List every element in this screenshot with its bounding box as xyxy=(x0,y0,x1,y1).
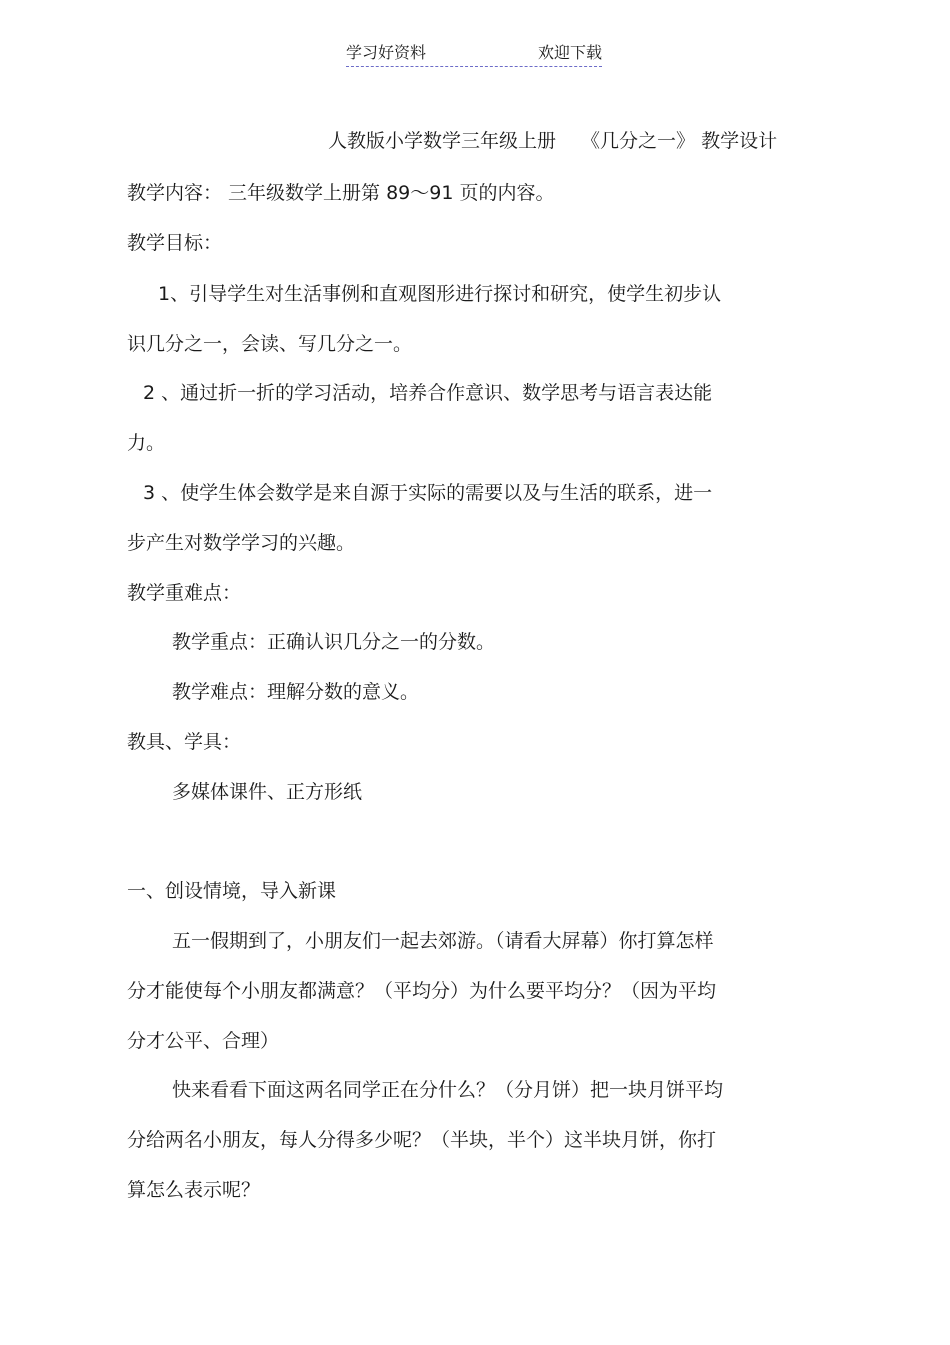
goal-2-line-1: 2 、通过折一折的学习活动，培养合作意识、数学思考与语言表达能 xyxy=(143,382,713,404)
goal-1-line-1: 1、引导学生对生活事例和直观图形进行探讨和研究，使学生初步认 xyxy=(158,283,722,305)
paragraph-2-line-1: 快来看看下面这两名同学正在分什么？（分月饼）把一块月饼平均 xyxy=(172,1079,724,1101)
header-right-text: 欢迎下载 xyxy=(537,43,602,62)
paragraph-1-line-1: 五一假期到了，小朋友们一起去郊游。（请看大屏幕）你打算怎样 xyxy=(172,930,714,952)
teaching-goals-heading: 教学目标： xyxy=(127,232,223,254)
paragraph-1-line-3: 分才公平、合理） xyxy=(127,1030,280,1052)
document-title: 人教版小学数学三年级上册 《几分之一》 教学设计 xyxy=(328,130,778,152)
teaching-aids-heading: 教具、学具： xyxy=(127,731,242,753)
goal-3-line-2: 步产生对数学学习的兴趣。 xyxy=(127,532,356,554)
key-points-heading: 教学重难点： xyxy=(127,582,242,604)
paragraph-1-line-2: 分才能使每个小朋友都满意？（平均分）为什么要平均分？（因为平均 xyxy=(127,980,717,1002)
section-1-heading: 一、创设情境，导入新课 xyxy=(127,880,337,902)
goal-1-line-2: 识几分之一，会读、写几分之一。 xyxy=(127,333,413,355)
teaching-aids: 多媒体课件、正方形纸 xyxy=(172,781,363,803)
paragraph-2-line-2: 分给两名小朋友，每人分得多少呢？（半块，半个）这半块月饼，你打 xyxy=(127,1129,717,1151)
header-left-text: 学习好资料 xyxy=(346,43,427,62)
goal-2-line-2: 力。 xyxy=(127,432,166,454)
page-header xyxy=(346,42,602,67)
teaching-content: 教学内容： 三年级数学上册第 89～91 页的内容。 xyxy=(127,182,555,204)
paragraph-2-line-3: 算怎么表示呢？ xyxy=(127,1179,261,1201)
difficult-point: 教学难点：理解分数的意义。 xyxy=(172,681,420,703)
key-point: 教学重点：正确认识几分之一的分数。 xyxy=(172,631,496,653)
goal-3-line-1: 3 、使学生体会数学是来自源于实际的需要以及与生活的联系，进一 xyxy=(143,482,713,504)
